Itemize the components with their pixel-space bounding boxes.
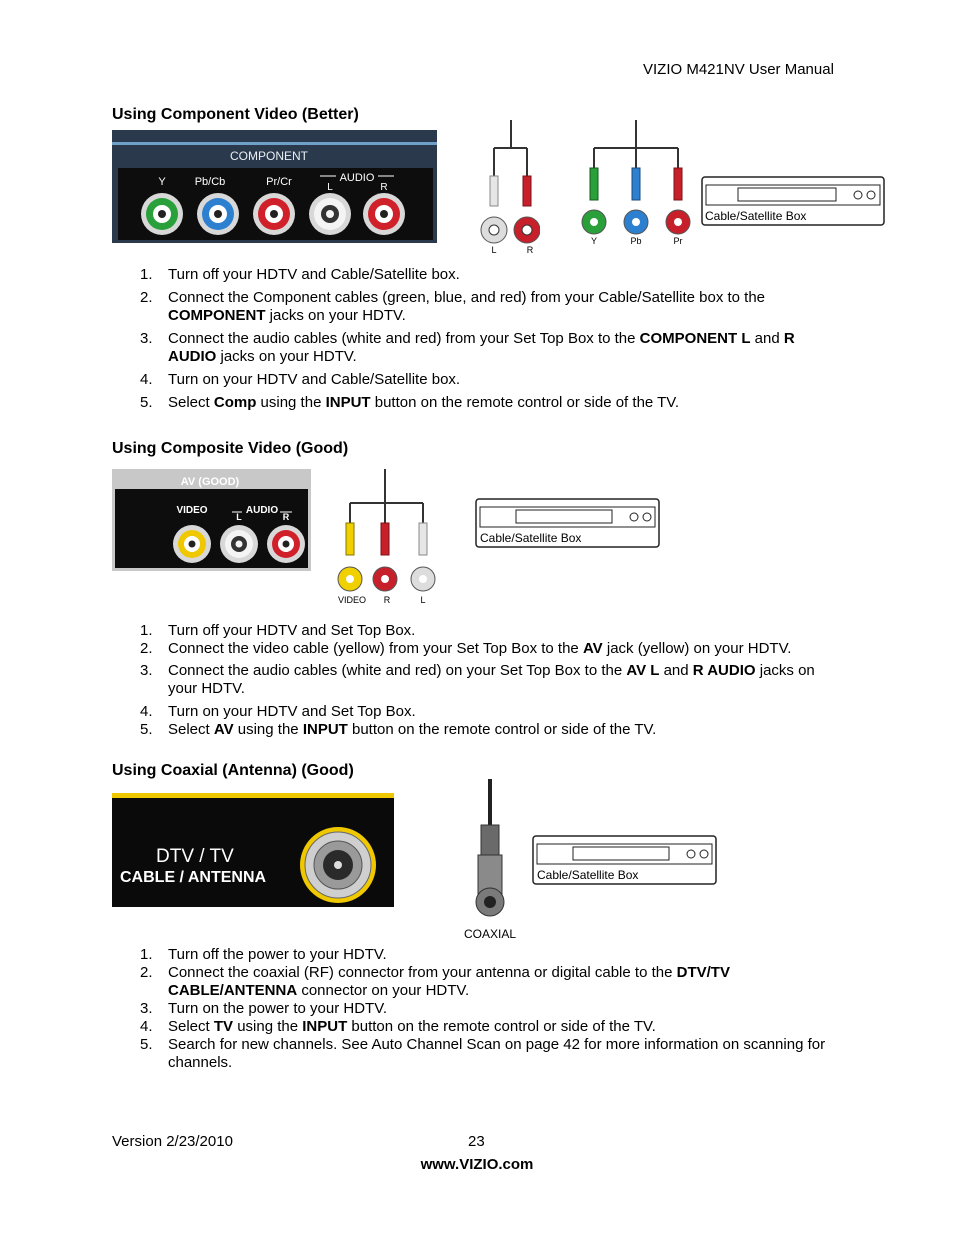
component-panel-heading: COMPONENT (230, 149, 308, 163)
coax-jack (300, 827, 376, 903)
footer-page-number: 23 (468, 1133, 485, 1150)
section-title-component: Using Component Video (Better) (112, 106, 359, 123)
list-item: 4. Select TV using the INPUT button on the remote control or side of the TV. (140, 1018, 656, 1035)
jack-white (309, 193, 351, 235)
cable-label-pr: Pr (673, 236, 683, 246)
coaxial-cable-image (455, 777, 527, 945)
list-item: 2. Connect the Component cables (green, blue, and red) from your Cable/Satellite box to the COMPONENT jacks on your HDTV. (140, 289, 766, 324)
list-item: 1. Turn off the power to your HDTV. (140, 946, 387, 963)
component-panel-image (112, 130, 437, 243)
jack-red-pr (253, 193, 295, 235)
panel-label-audio: AUDIO (245, 505, 279, 516)
list-item: 5. Search for new channels. See Auto Channel Scan on page 42 for more information on scanning for channels. (140, 1036, 826, 1071)
panel-label-video: VIDEO (176, 505, 208, 516)
cable-label-video: VIDEO (337, 595, 367, 605)
panel-label-pr: Pr/Cr (266, 176, 292, 188)
composite-panel-image (112, 469, 311, 571)
panel-label-r: R (380, 182, 388, 193)
cable-satellite-box-3 (531, 834, 718, 886)
list-item: 3. Connect the audio cables (white and red) on your Set Top Box to the AV L and R AUDIO jacks on your HDTV. (140, 662, 815, 697)
jack-red-audio (363, 193, 405, 235)
list-item: 4. Turn on your HDTV and Cable/Satellite box. (140, 371, 461, 388)
jack-blue (197, 193, 239, 235)
coaxial-steps (140, 946, 840, 1072)
list-item: 2. Connect the coaxial (RF) connector from your antenna or digital cable to the DTV/TV CABLE/ANTENNA connector on your HDTV. (140, 964, 730, 999)
cable-label-l: L (491, 245, 497, 255)
list-item: 5. Select Comp using the INPUT button on the remote control or side of the TV. (140, 394, 680, 411)
list-item: 1. Turn off your HDTV and Cable/Satellite box. (140, 266, 460, 283)
section-title-coaxial: Using Coaxial (Antenna) (Good) (112, 762, 354, 779)
list-item: 1. Turn off your HDTV and Set Top Box. (140, 622, 416, 639)
cable-satellite-box-1 (700, 175, 886, 227)
composite-steps (140, 622, 840, 739)
coaxial-panel-line2: CABLE / ANTENNA (120, 869, 267, 886)
cable-label-r: R (526, 245, 534, 255)
composite-cable-image (330, 467, 440, 607)
jack-red (267, 525, 305, 563)
manual-title: VIZIO M421NV User Manual (643, 61, 834, 78)
jack-green (141, 193, 183, 235)
cable-label-pb: Pb (630, 236, 642, 246)
panel-label-r: R (282, 512, 290, 522)
box-label-2: Cable/Satellite Box (480, 531, 582, 545)
list-item: 3. Turn on the power to your HDTV. (140, 1000, 387, 1017)
cable-satellite-box-2 (474, 497, 661, 549)
box-label-3: Cable/Satellite Box (537, 868, 639, 882)
list-item: 3. Connect the audio cables (white and red) from your Set Top Box to the COMPONENT L and R AUDIO jacks on your HDTV. (140, 330, 795, 365)
jack-yellow (173, 525, 211, 563)
component-cable-image (575, 118, 695, 250)
audio-cable-image (480, 118, 540, 258)
panel-label-l: L (327, 182, 333, 193)
composite-panel-heading: AV (GOOD) (180, 476, 240, 488)
footer-version: Version 2/23/2010 (112, 1133, 233, 1150)
panel-label-y: Y (158, 176, 166, 188)
list-item: 2. Connect the video cable (yellow) from your Set Top Box to the AV jack (yellow) on your HDTV. (140, 640, 792, 657)
cable-label-coaxial: COAXIAL (463, 927, 517, 941)
jack-white (220, 525, 258, 563)
section-title-composite: Using Composite Video (Good) (112, 440, 349, 457)
panel-label-l: L (236, 512, 242, 522)
list-item: 5. Select AV using the INPUT button on the remote control or side of the TV. (140, 721, 657, 738)
footer-url: www.VIZIO.com (420, 1156, 534, 1173)
panel-label-audio: AUDIO (339, 172, 375, 184)
box-label-1: Cable/Satellite Box (705, 209, 807, 223)
panel-label-pb: Pb/Cb (194, 176, 226, 188)
cable-label-r: R (383, 595, 391, 605)
coaxial-panel-image (112, 793, 394, 907)
component-steps (140, 266, 840, 412)
cable-label-y: Y (590, 236, 598, 246)
coaxial-panel-line1: DTV / TV (156, 846, 234, 867)
cable-label-l: L (420, 595, 426, 605)
list-item: 4. Turn on your HDTV and Set Top Box. (140, 703, 416, 720)
